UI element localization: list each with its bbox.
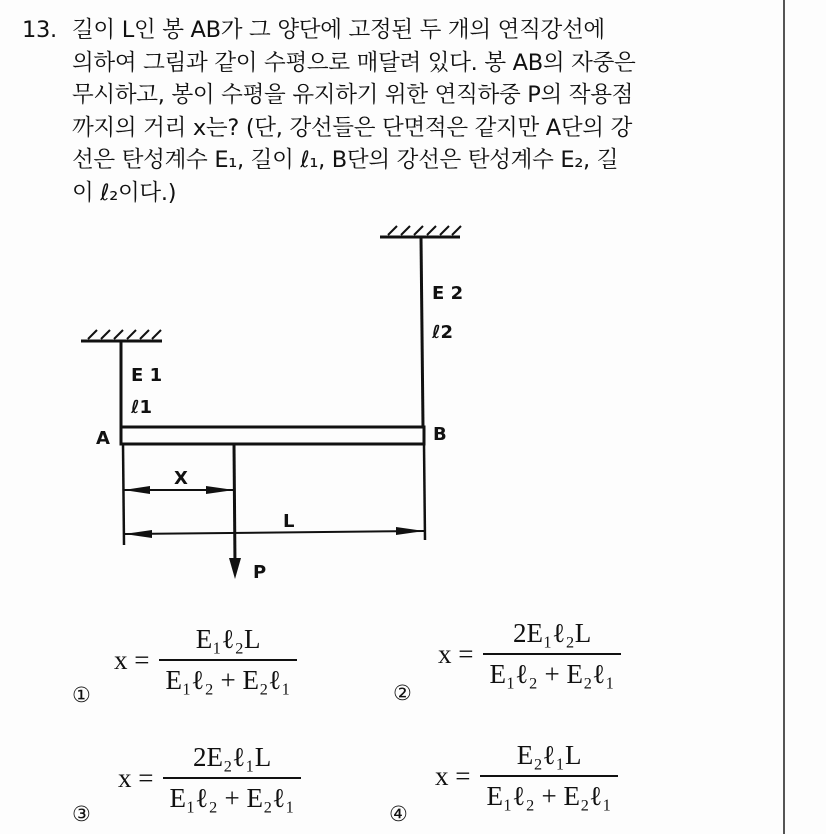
label-e2: E 2	[432, 283, 464, 304]
denominator: E₁ℓ₂ + E₂ℓ₁	[483, 653, 620, 690]
denominator: E₁ℓ₂ + E₂ℓ₁	[480, 775, 617, 812]
question-line-4: 까지의 거리 x는? (단, 강선들은 단면적은 같지만 A단의 강	[72, 114, 633, 141]
label-l: L	[283, 511, 295, 532]
option-4-marker[interactable]: ④	[389, 802, 408, 826]
load-arrow-down-icon	[229, 558, 241, 579]
option-1-formula[interactable]: x = E₁ℓ₂L E₁ℓ₂ + E₂ℓ₁	[114, 624, 297, 696]
label-l1: ℓ1	[131, 397, 153, 418]
option-2-formula[interactable]: x = 2E₁ℓ₂L E₁ℓ₂ + E₂ℓ₁	[438, 618, 621, 690]
denominator: E₁ℓ₂ + E₂ℓ₁	[159, 659, 296, 696]
question-line-5: 선은 탄성계수 E₁, 길이 ℓ₁, B단의 강선은 탄성계수 E₂, 길	[72, 147, 619, 173]
dimension-arrow-l-right	[396, 527, 424, 535]
option-2-marker[interactable]: ②	[393, 681, 412, 705]
label-e1: E 1	[131, 365, 163, 386]
label-a: A	[96, 428, 110, 449]
numerator: E₂ℓ₁L	[516, 740, 582, 770]
option-4-formula[interactable]: x = E₂ℓ₁L E₁ℓ₂ + E₂ℓ₁	[435, 740, 618, 812]
option-1-marker[interactable]: ①	[72, 683, 91, 707]
question-line-2: 의하여 그림과 같이 수평으로 매달려 있다. 봉 AB의 자중은	[72, 49, 636, 76]
numerator: 2E₁ℓ₂L	[512, 618, 592, 648]
question-line-1: 13. 길이 L인 봉 AB가 그 양단에 고정된 두 개의 연직강선에	[22, 14, 782, 47]
beam-ab	[121, 427, 424, 444]
dimension-arrow-x-left	[124, 486, 150, 494]
numerator: 2E₂ℓ₁L	[192, 742, 272, 772]
label-l2: ℓ2	[432, 322, 454, 343]
fixed-support-hatch-right	[380, 226, 461, 237]
option-3-marker[interactable]: ③	[72, 802, 91, 826]
denominator: E₁ℓ₂ + E₂ℓ₁	[163, 777, 300, 814]
question-line-6: 이 ℓ₂이다.)	[72, 179, 177, 206]
fixed-support-hatch-left	[81, 330, 162, 341]
dimension-arrow-x-right	[206, 486, 234, 494]
label-x: X	[174, 468, 188, 489]
label-p: P	[253, 562, 267, 583]
dimension-arrow-l-left	[124, 530, 152, 538]
question-line-3: 무시하고, 봉이 수평을 유지하기 위한 연직하중 P의 작용점	[72, 82, 634, 108]
question-number: 13.	[22, 17, 57, 43]
wire-b	[421, 237, 423, 427]
numerator: E₁ℓ₂L	[195, 624, 261, 654]
option-3-formula[interactable]: x = 2E₂ℓ₁L E₁ℓ₂ + E₂ℓ₁	[118, 742, 301, 814]
label-b: B	[433, 424, 447, 445]
